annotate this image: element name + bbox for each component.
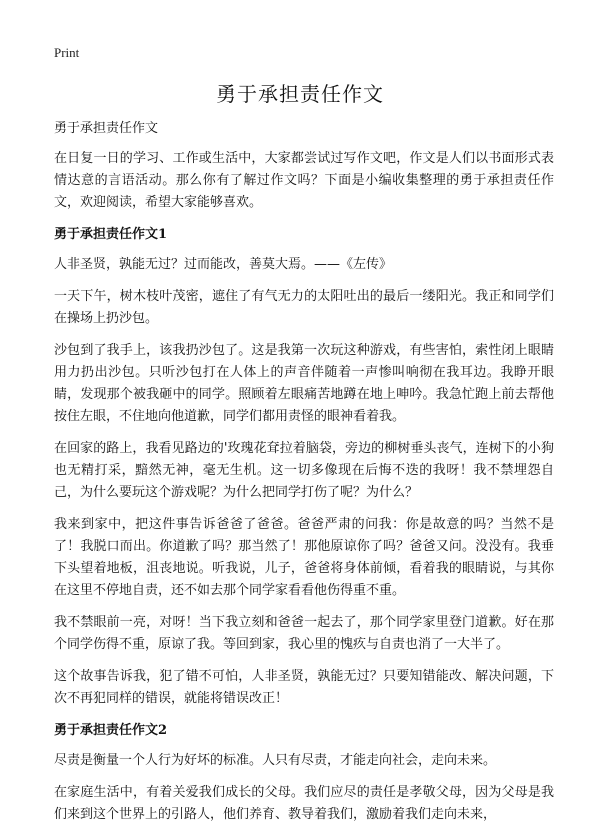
paragraph: 我来到家中，把这件事告诉爸爸了爸爸。爸爸严肃的问我：你是故意的吗？当然不是了！我脱口而出。你道歉了吗？那当然了！那他原谅你了吗？爸爸又问。没没有。我垂下头望着地板，沮丧地说。听我说，儿子，爸爸将身体前倾，看着我的眼睛说，与其你在这里不停地自责，还不如去那个同学家看看他伤得重不重。 <box>54 517 554 598</box>
paragraph: 尽责是衡量一个人行为好坏的标准。人只有尽责，才能走向社会，走向未来。 <box>54 753 497 768</box>
intro-paragraph: 在日复一日的学习、工作或生活中，大家都尝试过写作文吧，作文是人们以书面形式表情达意的言语活动。那么你有了解过作文吗？下面是小编收集整理的勇于承担责任作文，欢迎阅读，希望大家能够喜欢。 <box>54 151 554 210</box>
document-subtitle: 勇于承担责任作文 <box>54 121 159 136</box>
section-heading: 勇于承担责任作文2 <box>54 723 168 738</box>
paragraph: 这个故事告诉我，犯了错不可怕，人非圣贤，孰能无过？只要知错能改、解决问题，下次不再犯同样的错误，就能将错误改正！ <box>54 669 554 706</box>
essay-section-2 <box>54 720 554 826</box>
paragraph: 我不禁眼前一亮，对呀！当下我立刻和爸爸一起去了，那个同学家里登门道歉。好在那个同学伤得不重，原谅了我。等回到家，我心里的愧疚与自责也消了一大半了。 <box>54 615 554 652</box>
paragraph: 一天下午，树木枝叶茂密，遮住了有气无力的太阳吐出的最后一缕阳光。我正和同学们在操场上扔沙包。 <box>54 289 554 326</box>
paragraph: 沙包到了我手上，该我扔沙包了。这是我第一次玩这种游戏，有些害怕，索性闭上眼睛用力扔出沙包。只听沙包打在人体上的声音伴随着一声惨叫响彻在我耳边。我睁开眼睛，发现那个被我砸中的同学。照顾着左眼痛苦地蹲在地上呻吟。我急忙跑上前去帮他按住左眼，不住地向他道歉，同学们都用责怪的眼神看着我。 <box>54 343 554 424</box>
paragraph: 在回家的路上，我看见路边的'玫瑰花耷拉着脑袋，旁边的柳树垂头丧气，连树下的小狗也无精打采，黯然无神，毫无生机。这一切多像现在后悔不迭的我呀！我不禁埋怨自己，为什么要玩这个游戏呢？为什么把同学打伤了呢？为什么？ <box>54 441 554 500</box>
paragraph: 在家庭生活中，有着关爱我们成长的父母。我们应尽的责任是孝敬父母，因为父母是我们来到这个世界上的引路人，他们养育、教导着我们，激励着我们走向未来， <box>54 785 554 822</box>
document-body <box>54 118 554 828</box>
page-title: 勇于承担责任作文 <box>216 82 384 106</box>
section-heading: 勇于承担责任作文1 <box>54 227 168 242</box>
paragraph: 人非圣贤，孰能无过？过而能改，善莫大焉。——《左传》 <box>54 257 393 272</box>
print-link[interactable]: Print <box>54 45 80 60</box>
essay-section-1 <box>54 224 554 710</box>
